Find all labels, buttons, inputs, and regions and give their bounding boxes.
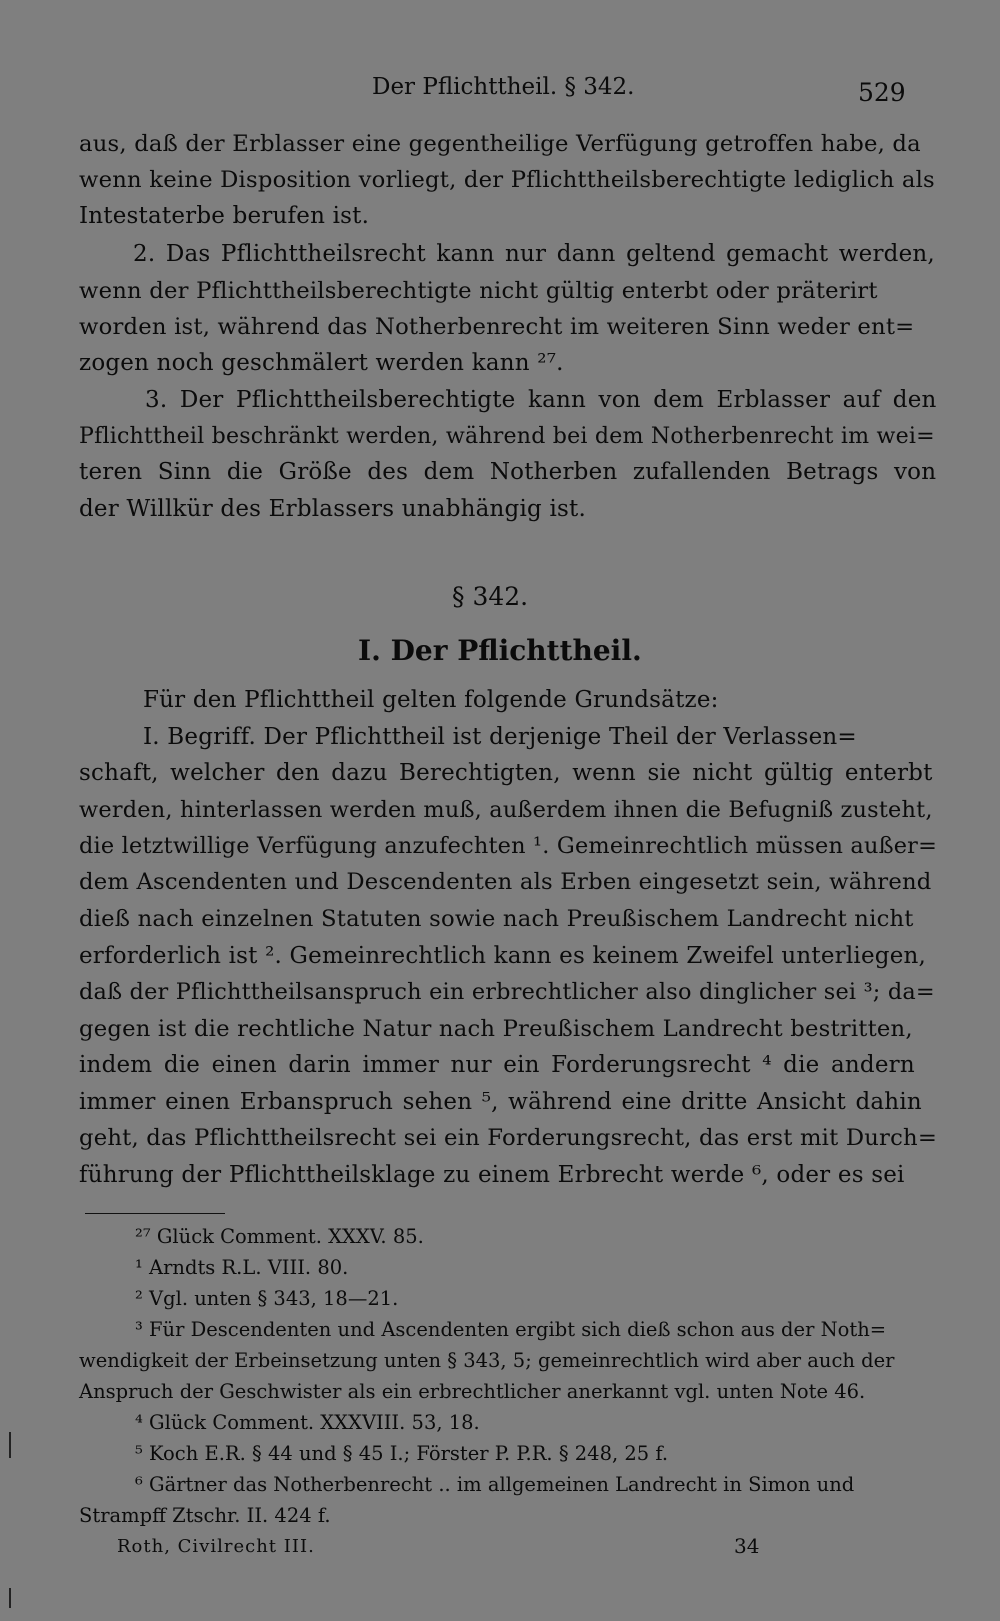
- footnote-rule: [85, 1213, 225, 1214]
- text-line: die letztwillige Verfügung anzufechten ¹. Gemeinrechtlich müssen außer=: [79, 833, 938, 859]
- running-title: Der Pflichttheil. § 342.: [372, 74, 635, 100]
- text-line: der Willkür des Erblassers unabhängig ist.: [79, 496, 586, 522]
- text-line: 2. Das Pflichttheilsrecht kann nur dann geltend gemacht werden,: [133, 241, 935, 267]
- text-line: Intestaterbe berufen ist.: [79, 203, 370, 229]
- text-line: Für den Pflichttheil gelten folgende Grundsätze:: [143, 687, 719, 713]
- text-line: wenn der Pflichttheilsberechtigte nicht gültig enterbt oder präterirt: [79, 278, 878, 304]
- text-line: teren Sinn die Größe des dem Notherben zufallenden Betrags von: [79, 459, 937, 485]
- footnote: Strampff Ztschr. II. 424 f.: [79, 1504, 331, 1527]
- section-number: § 342.: [452, 582, 529, 611]
- footnote: ²⁷ Glück Comment. XXXV. 85.: [135, 1225, 424, 1248]
- footnote: ⁴ Glück Comment. XXXVIII. 53, 18.: [135, 1411, 480, 1434]
- text-line: indem die einen darin immer nur ein Forderungsrecht ⁴ die andern: [79, 1052, 915, 1078]
- text-line: zogen noch geschmälert werden kann ²⁷.: [79, 350, 564, 376]
- text-line: aus, daß der Erblasser eine gegentheilige Verfügung getroffen habe, da: [79, 131, 921, 157]
- text-line: schaft, welcher den dazu Berechtigten, wenn sie nicht gültig enterbt: [79, 760, 933, 786]
- scan-mark: [9, 1432, 11, 1458]
- text-line: erforderlich ist ². Gemeinrechtlich kann es keinem Zweifel unterliegen,: [79, 943, 927, 969]
- printer-signature: Roth, Civilrecht III.: [117, 1536, 315, 1557]
- text-line: geht, das Pflichttheilsrecht sei ein Forderungsrecht, das erst mit Durch=: [79, 1125, 938, 1151]
- text-line: immer einen Erbanspruch sehen ⁵, während eine dritte Ansicht dahin: [79, 1089, 922, 1115]
- scan-mark: [9, 1588, 11, 1608]
- text-line: gegen ist die rechtliche Natur nach Preußischem Landrecht bestritten,: [79, 1016, 913, 1042]
- text-line: führung der Pflichttheilsklage zu einem Erbrecht werde ⁶, oder es sei: [79, 1162, 905, 1188]
- section-heading: I. Der Pflichttheil.: [358, 634, 642, 667]
- footnote: ³ Für Descendenten und Ascendenten ergibt sich dieß schon aus der Noth=: [135, 1318, 887, 1341]
- footnote: ⁵ Koch E.R. § 44 und § 45 I.; Förster P. P.R. § 248, 25 f.: [135, 1442, 669, 1465]
- footnote: ¹ Arndts R.L. VIII. 80.: [135, 1256, 349, 1279]
- footnote: ⁶ Gärtner das Notherbenrecht .. im allgemeinen Landrecht in Simon und: [135, 1473, 855, 1496]
- page-number: 529: [858, 78, 906, 107]
- text-line: I. Begriff. Der Pflichttheil ist derjenige Theil der Verlassen=: [143, 724, 857, 750]
- footnote: Anspruch der Geschwister als ein erbrechtlicher anerkannt vgl. unten Note 46.: [79, 1380, 866, 1403]
- text-line: 3. Der Pflichttheilsberechtigte kann von dem Erblasser auf den: [145, 387, 937, 413]
- text-line: dieß nach einzelnen Statuten sowie nach Preußischem Landrecht nicht: [79, 906, 914, 932]
- text-line: daß der Pflichttheilsanspruch ein erbrechtlicher also dinglicher sei ³; da=: [79, 979, 935, 1005]
- text-line: worden ist, während das Notherbenrecht im weiteren Sinn weder ent=: [79, 314, 915, 340]
- text-line: dem Ascendenten und Descendenten als Erben eingesetzt sein, während: [79, 869, 932, 895]
- text-line: wenn keine Disposition vorliegt, der Pflichttheilsberechtigte lediglich als: [79, 167, 935, 193]
- text-line: werden, hinterlassen werden muß, außerdem ihnen die Befugniß zusteht,: [79, 797, 933, 823]
- text-line: Pflichttheil beschränkt werden, während bei dem Notherbenrecht im wei=: [79, 423, 935, 449]
- footnote: wendigkeit der Erbeinsetzung unten § 343, 5; gemeinrechtlich wird aber auch der: [79, 1349, 895, 1372]
- sheet-number: 34: [734, 1534, 760, 1558]
- footnote: ² Vgl. unten § 343, 18—21.: [135, 1287, 399, 1310]
